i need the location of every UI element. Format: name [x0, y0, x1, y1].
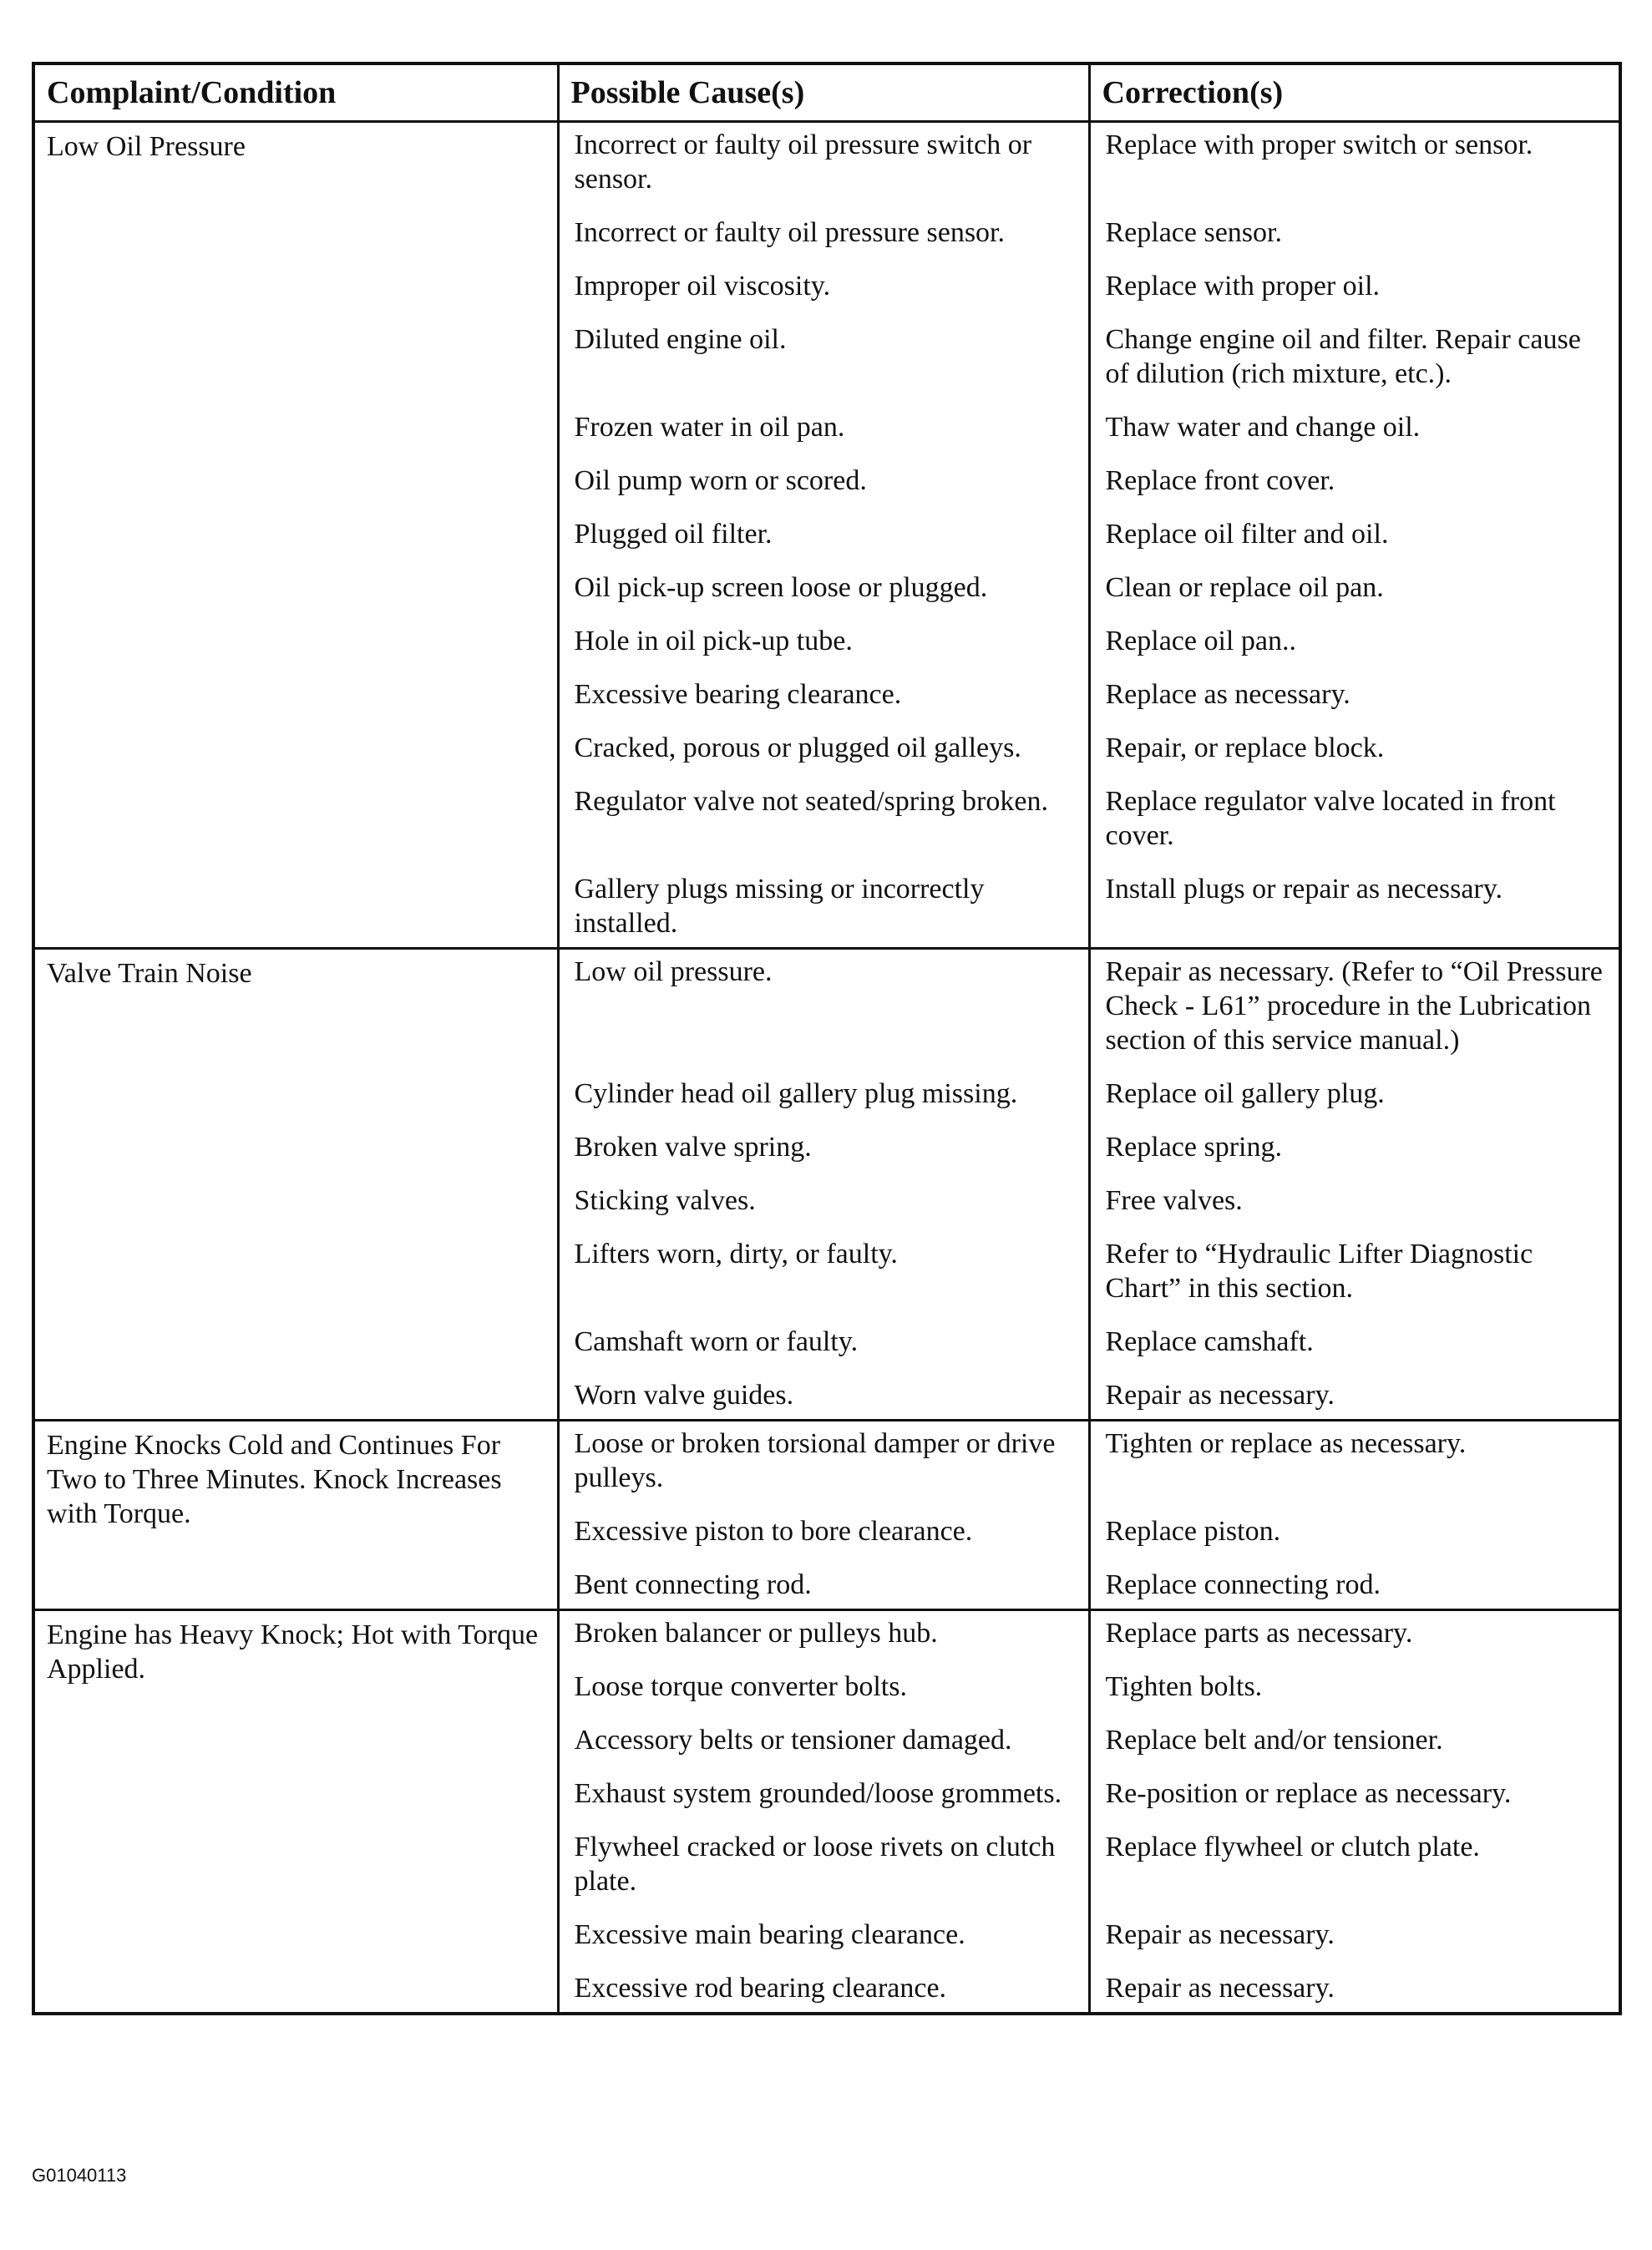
cause-cell: Loose or broken torsional damper or drive pulleys. [558, 1421, 1089, 1510]
correction-cell: Replace with proper oil. [1089, 264, 1620, 317]
correction-cell: Replace oil gallery plug. [1089, 1072, 1620, 1125]
cause-cell: Hole in oil pick-up tube. [558, 619, 1089, 672]
correction-cell: Repair as necessary. [1089, 1913, 1620, 1966]
header-complaint: Complaint/Condition [33, 63, 558, 122]
correction-cell: Replace connecting rod. [1089, 1563, 1620, 1610]
correction-cell: Install plugs or repair as necessary. [1089, 867, 1620, 949]
cause-cell: Excessive bearing clearance. [558, 672, 1089, 726]
cause-cell: Excessive piston to bore clearance. [558, 1509, 1089, 1563]
cause-cell: Lifters worn, dirty, or faulty. [558, 1232, 1089, 1320]
cause-cell: Incorrect or faulty oil pressure switch or sensor. [558, 122, 1089, 211]
cause-cell: Frozen water in oil pan. [558, 405, 1089, 459]
correction-cell: Replace oil pan.. [1089, 619, 1620, 672]
correction-cell: Replace regulator valve located in front cover. [1089, 779, 1620, 867]
correction-cell: Replace oil filter and oil. [1089, 512, 1620, 565]
header-cause: Possible Cause(s) [558, 63, 1089, 122]
table-header [33, 63, 1620, 122]
complaint-cell: Low Oil Pressure [33, 122, 558, 949]
correction-cell: Replace front cover. [1089, 459, 1620, 512]
table-row [33, 1421, 1620, 1510]
cause-cell: Gallery plugs missing or incorrectly installed. [558, 867, 1089, 949]
cause-cell: Low oil pressure. [558, 949, 1089, 1072]
header-correction: Correction(s) [1089, 63, 1620, 122]
header-row [33, 63, 1620, 122]
correction-cell: Tighten bolts. [1089, 1665, 1620, 1718]
cause-cell: Oil pump worn or scored. [558, 459, 1089, 512]
table-row [33, 949, 1620, 1072]
correction-cell: Refer to “Hydraulic Lifter Diagnostic Chart” in this section. [1089, 1232, 1620, 1320]
cause-cell: Regulator valve not seated/spring broken. [558, 779, 1089, 867]
correction-cell: Clean or replace oil pan. [1089, 565, 1620, 619]
cause-cell: Excessive main bearing clearance. [558, 1913, 1089, 1966]
cause-cell: Incorrect or faulty oil pressure sensor. [558, 210, 1089, 264]
correction-cell: Repair as necessary. [1089, 1966, 1620, 2014]
correction-cell: Repair, or replace block. [1089, 726, 1620, 779]
correction-cell: Thaw water and change oil. [1089, 405, 1620, 459]
correction-cell: Re-position or replace as necessary. [1089, 1771, 1620, 1825]
correction-cell: Replace as necessary. [1089, 672, 1620, 726]
correction-cell: Replace flywheel or clutch plate. [1089, 1825, 1620, 1913]
cause-cell: Excessive rod bearing clearance. [558, 1966, 1089, 2014]
cause-cell: Broken valve spring. [558, 1125, 1089, 1178]
diagnostic-sheet [32, 62, 1619, 2015]
cause-cell: Sticking valves. [558, 1178, 1089, 1232]
figure-id: G01040113 [32, 2165, 127, 2186]
cause-cell: Improper oil viscosity. [558, 264, 1089, 317]
complaint-cell: Engine has Heavy Knock; Hot with Torque Applied. [33, 1610, 558, 2014]
correction-cell: Replace sensor. [1089, 210, 1620, 264]
cause-cell: Broken balancer or pulleys hub. [558, 1610, 1089, 1665]
correction-cell: Replace spring. [1089, 1125, 1620, 1178]
cause-cell: Loose torque converter bolts. [558, 1665, 1089, 1718]
table-row [33, 1610, 1620, 1665]
correction-cell: Tighten or replace as necessary. [1089, 1421, 1620, 1510]
correction-cell: Replace piston. [1089, 1509, 1620, 1563]
complaint-cell: Valve Train Noise [33, 949, 558, 1421]
correction-cell: Replace with proper switch or sensor. [1089, 122, 1620, 211]
complaint-cell: Engine Knocks Cold and Continues For Two to Three Minutes. Knock Increases with Torque. [33, 1421, 558, 1610]
cause-cell: Plugged oil filter. [558, 512, 1089, 565]
cause-cell: Cracked, porous or plugged oil galleys. [558, 726, 1089, 779]
cause-cell: Worn valve guides. [558, 1373, 1089, 1421]
cause-cell: Flywheel cracked or loose rivets on clutch plate. [558, 1825, 1089, 1913]
cause-cell: Cylinder head oil gallery plug missing. [558, 1072, 1089, 1125]
correction-cell: Free valves. [1089, 1178, 1620, 1232]
correction-cell: Replace parts as necessary. [1089, 1610, 1620, 1665]
cause-cell: Bent connecting rod. [558, 1563, 1089, 1610]
correction-cell: Change engine oil and filter. Repair cause of dilution (rich mixture, etc.). [1089, 317, 1620, 405]
correction-cell: Repair as necessary. (Refer to “Oil Pressure Check - L61” procedure in the Lubrication section of this service manual.) [1089, 949, 1620, 1072]
correction-cell: Replace camshaft. [1089, 1320, 1620, 1373]
correction-cell: Replace belt and/or tensioner. [1089, 1718, 1620, 1771]
cause-cell: Camshaft worn or faulty. [558, 1320, 1089, 1373]
correction-cell: Repair as necessary. [1089, 1373, 1620, 1421]
diagnostic-table [32, 62, 1622, 2015]
cause-cell: Diluted engine oil. [558, 317, 1089, 405]
cause-cell: Oil pick-up screen loose or plugged. [558, 565, 1089, 619]
cause-cell: Accessory belts or tensioner damaged. [558, 1718, 1089, 1771]
table-body [33, 122, 1620, 2014]
table-row [33, 122, 1620, 211]
cause-cell: Exhaust system grounded/loose grommets. [558, 1771, 1089, 1825]
